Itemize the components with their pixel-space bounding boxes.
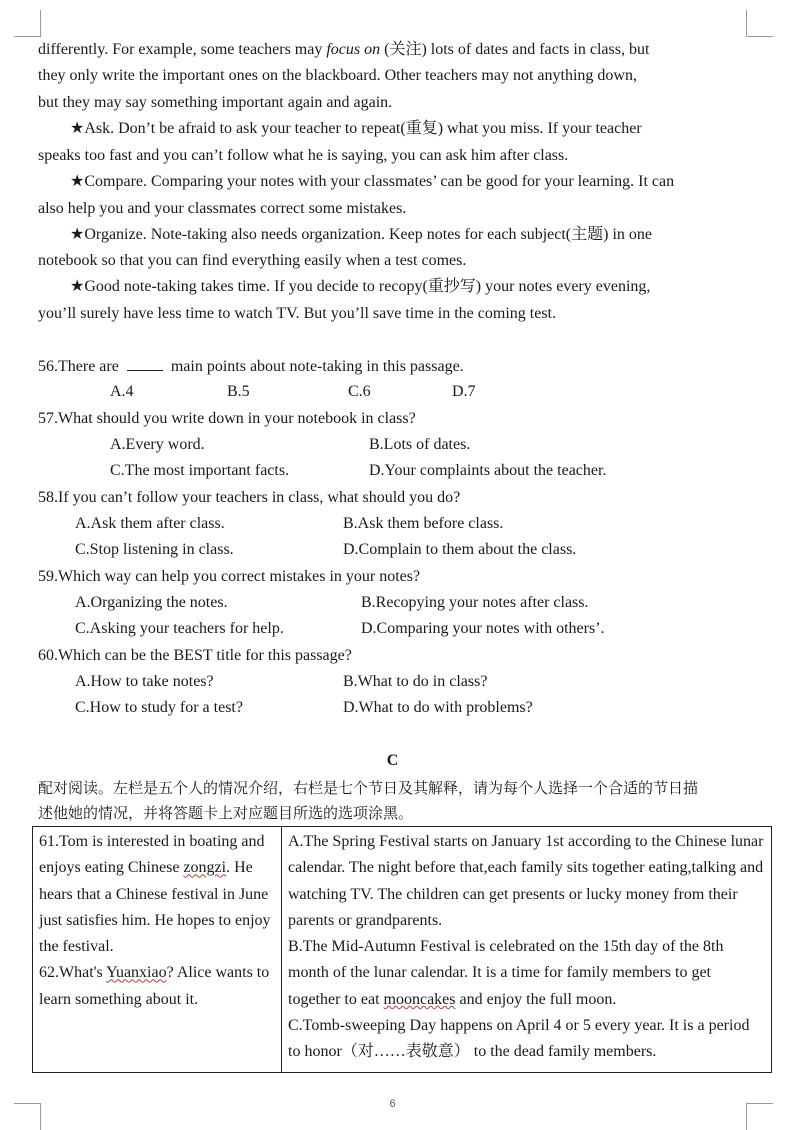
passage-line-7: also help you and your classmates correct some mistakes. [38, 200, 407, 217]
item-text: 62.What's [39, 964, 107, 982]
question-58: 58.If you can’t follow your teachers in class, what should you do? [38, 489, 461, 506]
q60-option-b[interactable]: B.What to do in class? [343, 673, 488, 690]
q59-option-d[interactable]: D.Comparing your notes with others’. [361, 620, 605, 637]
item-text: 61.Tom is interested in boating and enjoys eating Chinese [39, 833, 265, 877]
festival-b [288, 934, 765, 1013]
table-row [33, 827, 772, 1073]
answer-blank[interactable] [127, 356, 163, 371]
spellcheck-word: Yuanxiao [106, 964, 167, 982]
q60-option-a[interactable]: A.How to take notes? [75, 673, 214, 690]
item-text: ? Alice wants to learn something about it. [39, 964, 270, 1008]
section-instruction-line-2: 述他她的情况，并将答题卡上对应题目所选的选项涂黑。 [38, 804, 414, 822]
item-text: . He hears that a Chinese festival in June just satisfies him. He hopes to enjoy the festival. [39, 859, 271, 956]
item-62 [39, 960, 275, 1013]
spellcheck-word: mooncakes [383, 990, 456, 1008]
q57-option-a[interactable]: A.Every word. [110, 436, 205, 453]
passage-line-3: but they may say something important again and again. [38, 94, 393, 111]
passage-line-10: ★Good note-taking takes time. If you decide to recopy(重抄写) your notes every evening, [70, 278, 651, 295]
passage-line-2: they only write the important ones on the blackboard. Other teachers may not anything down, [38, 67, 637, 84]
festival-text: and enjoy the full moon. [455, 990, 617, 1008]
festival-c: C.Tomb-sweeping Day happens on April 4 or 5 every year. It is a period to honor（对……表敬意） to the dead family members. [288, 1017, 750, 1061]
festivals-column [282, 827, 772, 1073]
q58-option-d[interactable]: D.Complain to them about the class. [343, 541, 577, 558]
question-57: 57.What should you write down in your notebook in class? [38, 410, 416, 427]
q56-option-d[interactable]: D.7 [452, 383, 476, 400]
q58-option-b[interactable]: B.Ask them before class. [343, 515, 504, 532]
passage-italic-phrase: focus on [326, 41, 381, 58]
q58-option-c[interactable]: C.Stop listening in class. [75, 541, 234, 558]
question-60: 60.Which can be the BEST title for this passage? [38, 647, 352, 664]
q57-option-c[interactable]: C.The most important facts. [110, 462, 290, 479]
q59-option-b[interactable]: B.Recopying your notes after class. [361, 594, 589, 611]
question-text: 56.There are [38, 358, 119, 375]
question-text: main points about note-taking in this passage. [170, 358, 464, 375]
passage-line-4: ★Ask. Don’t be afraid to ask your teacher to repeat(重复) what you miss. If your teacher [70, 120, 642, 137]
passage-line-1 [38, 40, 649, 60]
q60-option-c[interactable]: C.How to study for a test? [75, 699, 243, 716]
passage-text: differently. For example, some teachers may [38, 41, 327, 58]
crop-mark-top-right [746, 10, 773, 37]
question-56 [38, 356, 464, 377]
festival-a: A.The Spring Festival starts on January 1st according to the Chinese lunar calendar. The night before that,each family sits together eating,talking and watching TV. The children can get presents or lucky money from their parents or grandparents. [288, 833, 764, 929]
matching-table [32, 826, 772, 1073]
q56-option-c[interactable]: C.6 [348, 383, 371, 400]
section-instruction-line-1: 配对阅读。左栏是五个人的情况介绍，右栏是七个节日及其解释，请为每个人选择一个合适的节日描 [38, 779, 699, 797]
page-number: 6 [389, 1098, 396, 1110]
q59-option-a[interactable]: A.Organizing the notes. [75, 594, 228, 611]
passage-text: (关注) lots of dates and facts in class, but [380, 41, 650, 58]
q56-option-b[interactable]: B.5 [227, 383, 250, 400]
passage-line-9: notebook so that you can find everything easily when a test comes. [38, 252, 467, 269]
passage-line-5: speaks too fast and you can’t follow what he is saying, you can ask him after class. [38, 147, 569, 164]
q60-option-d[interactable]: D.What to do with problems? [343, 699, 533, 716]
festival-text: B.The Mid-Autumn Festival is celebrated on the 15th day of the 8th month of the lunar calendar. It is a time for family members to get together to eat [288, 938, 724, 1008]
section-heading: C [386, 752, 399, 769]
q59-option-c[interactable]: C.Asking your teachers for help. [75, 620, 284, 637]
q56-option-a[interactable]: A.4 [110, 383, 134, 400]
passage-line-8: ★Organize. Note-taking also needs organization. Keep notes for each subject(主题) in one [70, 226, 653, 243]
q57-option-d[interactable]: D.Your complaints about the teacher. [369, 462, 607, 479]
passage-line-6: ★Compare. Comparing your notes with your classmates’ can be good for your learning. It can [70, 173, 675, 190]
item-61 [39, 829, 275, 960]
people-column [33, 827, 282, 1073]
crop-mark-top-left [14, 10, 41, 37]
q57-option-b[interactable]: B.Lots of dates. [369, 436, 471, 453]
passage-line-11: you’ll surely have less time to watch TV. But you’ll save time in the coming test. [38, 305, 556, 322]
q58-option-a[interactable]: A.Ask them after class. [75, 515, 225, 532]
spellcheck-word: zongzi [183, 859, 227, 877]
question-59: 59.Which way can help you correct mistakes in your notes? [38, 568, 421, 585]
